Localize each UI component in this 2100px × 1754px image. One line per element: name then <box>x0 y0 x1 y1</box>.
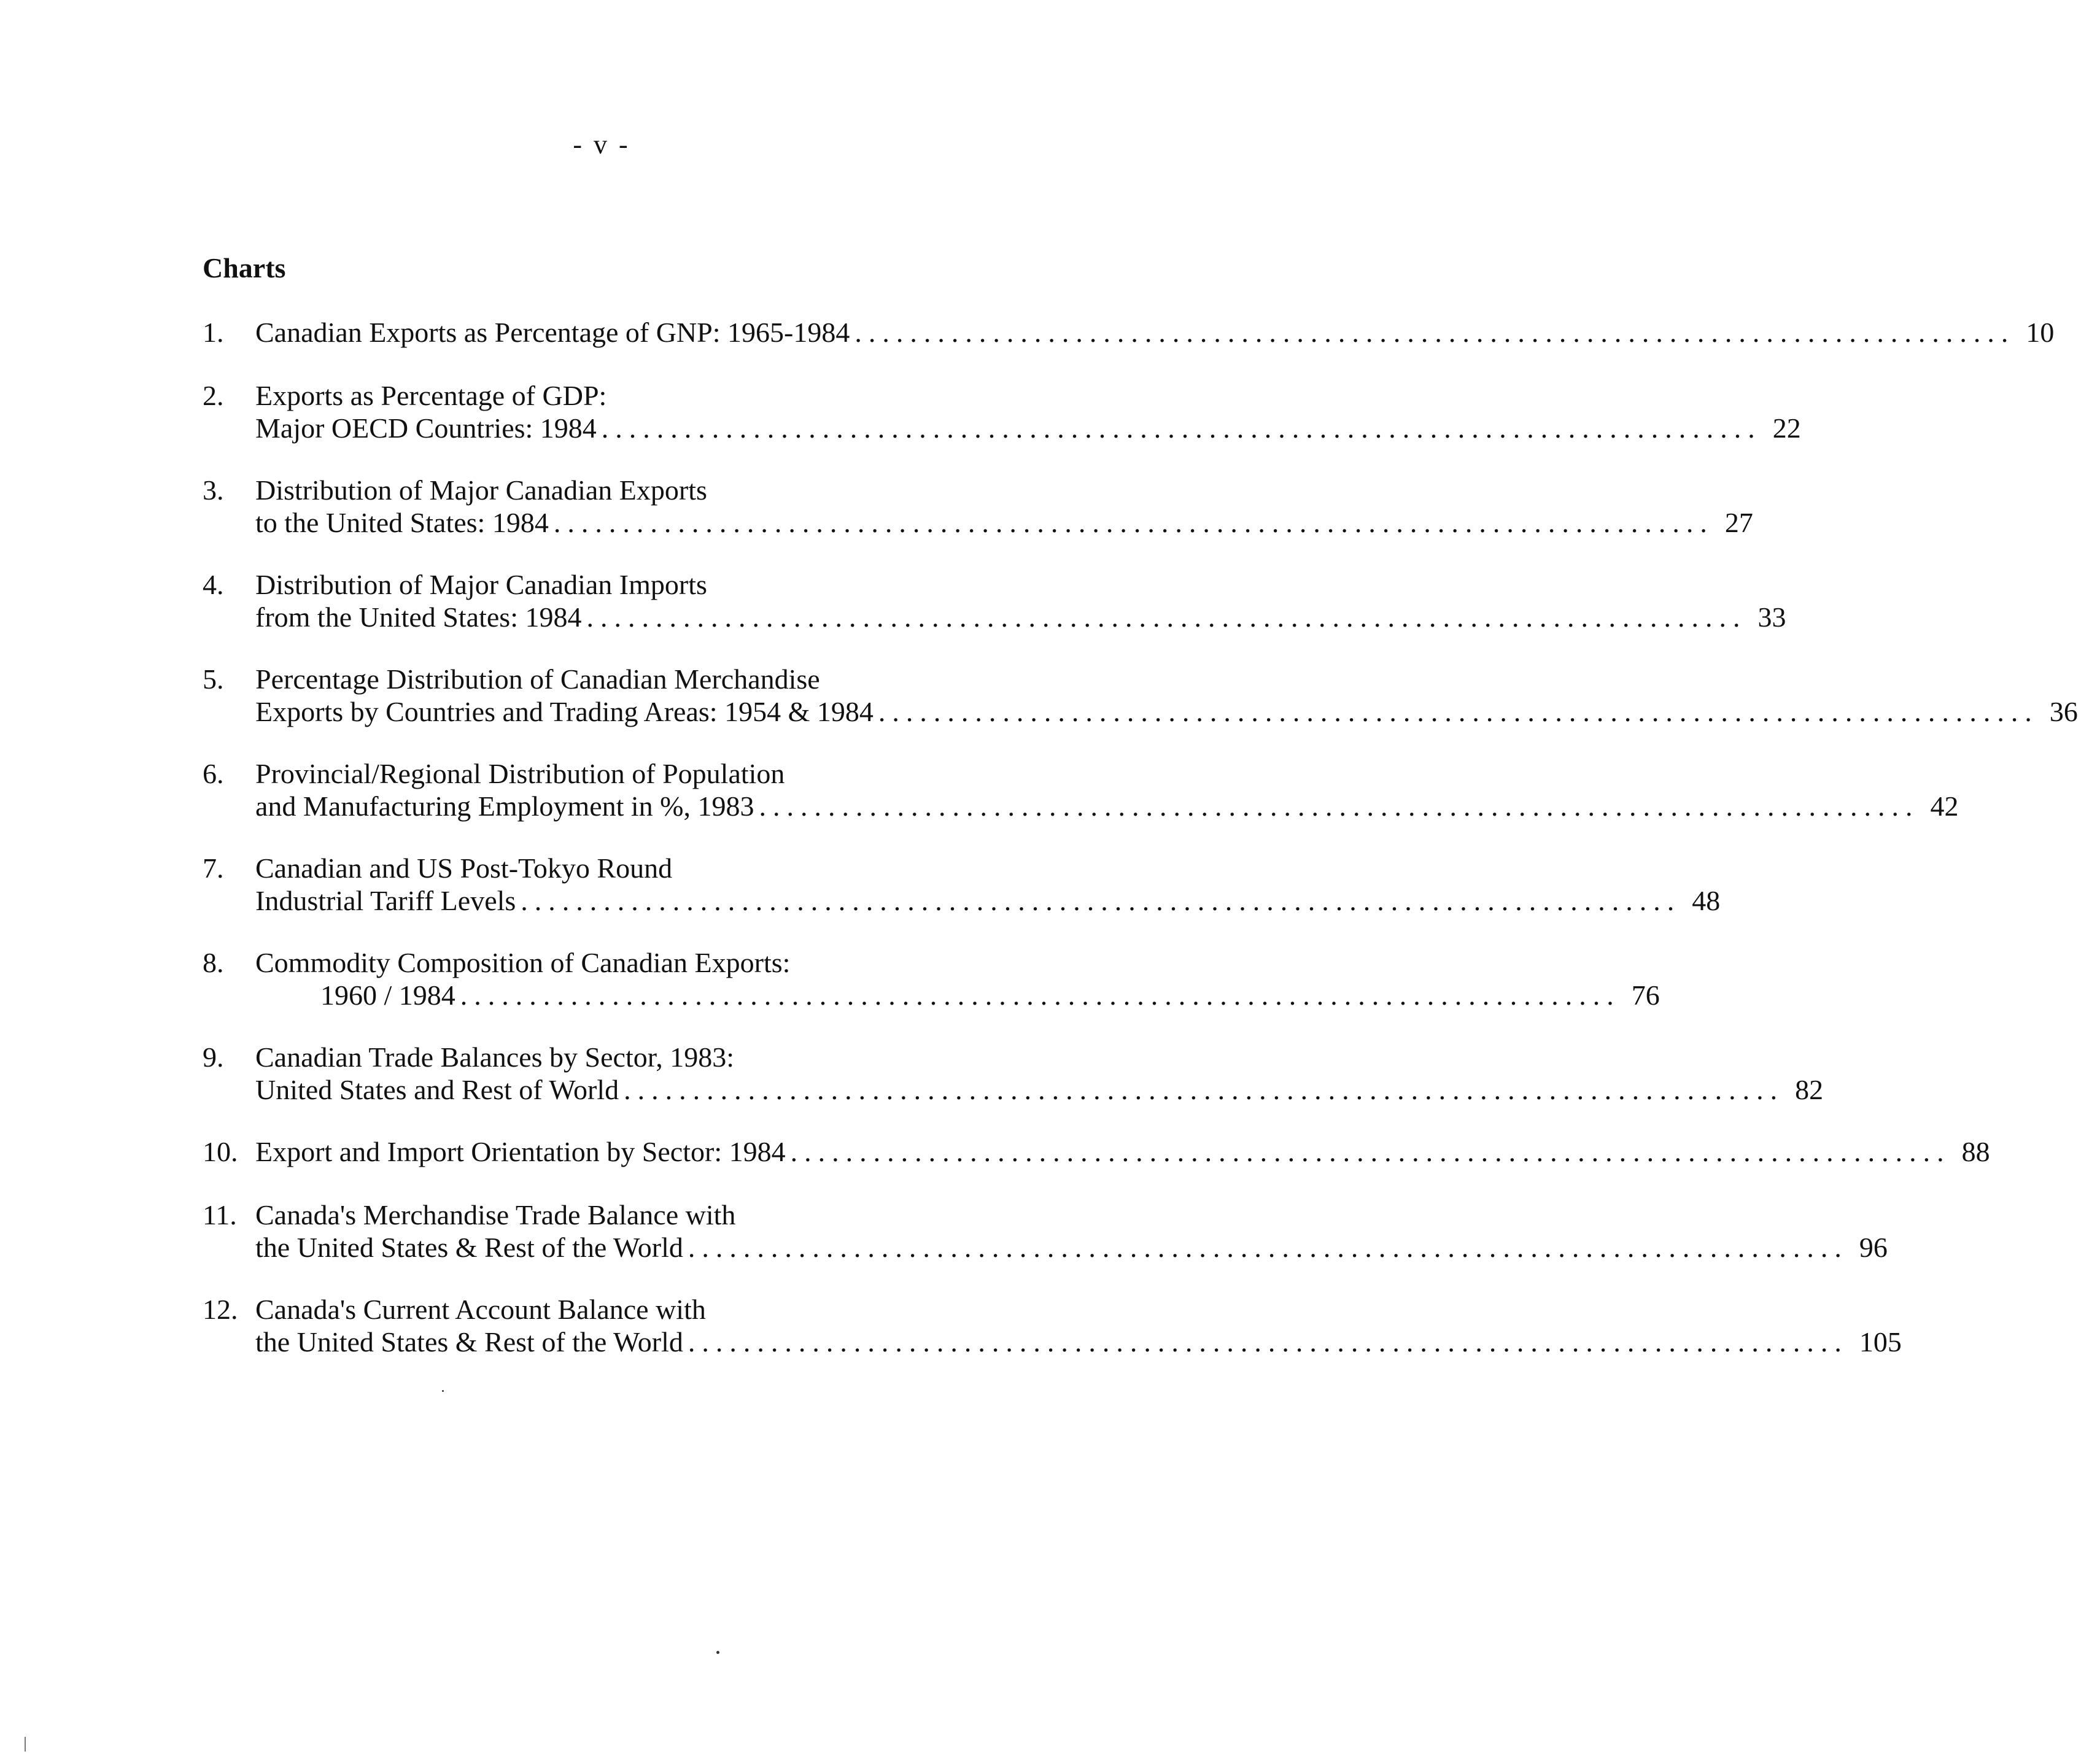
entry-body <box>255 379 1801 444</box>
toc-entry <box>203 663 2078 728</box>
entry-number: 12. <box>203 1294 238 1325</box>
entry-title-continued: and Manufacturing Employment in %, 1983 <box>255 790 754 822</box>
entry-title-line <box>255 316 2055 349</box>
toc-entry <box>203 1199 1888 1264</box>
entry-body <box>255 1293 1902 1358</box>
entry-title: Canadian Exports as Percentage of GNP: 1965-1984 <box>255 317 850 348</box>
entry-body <box>255 568 1786 633</box>
entry-title-line <box>255 506 1753 539</box>
toc-entry <box>203 852 1721 917</box>
entry-page: 105 <box>1859 1326 1902 1358</box>
entry-page: 36 <box>2049 696 2078 727</box>
toc-entry <box>203 757 1959 822</box>
entry-title-continued: from the United States: 1984 <box>255 601 582 633</box>
entry-number: 10. <box>203 1136 238 1167</box>
entry-title-continued: Industrial Tariff Levels <box>255 885 516 916</box>
entry-title-line <box>255 1135 1990 1168</box>
entry-title-continued: the United States & Rest of the World <box>255 1232 683 1263</box>
entry-page: 10 <box>2026 317 2055 348</box>
entry-title-line <box>255 1231 1888 1264</box>
entry-number: 2. <box>203 380 224 411</box>
entry-page: 42 <box>1930 790 1959 822</box>
section-heading: Charts <box>203 252 286 284</box>
entry-body <box>255 757 1959 822</box>
toc-entry <box>203 1041 1824 1106</box>
entry-page: 48 <box>1692 885 1721 916</box>
entry-page: 88 <box>1961 1136 1990 1167</box>
dot-leader: .................................................................................... <box>878 696 2039 727</box>
entry-number: 6. <box>203 758 224 789</box>
dot-leader: .................................................................................... <box>790 1136 1951 1167</box>
dot-leader: .................................................................................... <box>688 1232 1848 1263</box>
entry-title-continued: United States and Rest of World <box>255 1074 619 1105</box>
entry-title-line <box>255 884 1721 917</box>
scan-speck <box>716 1651 719 1654</box>
entry-title-continued: 1960 / 1984 <box>320 979 455 1011</box>
entry-title: Commodity Composition of Canadian Exports: <box>255 947 791 978</box>
entry-title-line <box>255 1326 1902 1358</box>
entry-title: Canada's Merchandise Trade Balance with <box>255 1199 736 1231</box>
toc-entry <box>203 474 1753 539</box>
entry-page: 33 <box>1757 601 1786 633</box>
entry-title-continued: Exports by Countries and Trading Areas: 1954 & 1984 <box>255 696 874 727</box>
entry-page: 22 <box>1772 412 1801 444</box>
entry-page: 76 <box>1631 979 1660 1011</box>
toc-entry <box>203 946 1660 1011</box>
entry-title: Distribution of Major Canadian Exports <box>255 474 707 506</box>
entry-body <box>255 1135 1990 1168</box>
dot-leader: .................................................................................... <box>854 317 2015 348</box>
entry-title: Export and Import Orientation by Sector: 1984 <box>255 1136 786 1167</box>
entry-title-line <box>255 1073 1824 1106</box>
entry-number: 9. <box>203 1041 224 1073</box>
dot-leader: .................................................................................... <box>759 790 1920 822</box>
entry-body <box>255 663 2078 728</box>
entry-page: 96 <box>1859 1232 1888 1263</box>
entry-body <box>255 474 1753 539</box>
entry-number: 5. <box>203 663 224 695</box>
dot-leader: .................................................................................... <box>521 885 1681 916</box>
dot-leader: .................................................................................... <box>624 1074 1784 1105</box>
dot-leader: .................................................................................... <box>460 979 1621 1011</box>
dot-leader: .................................................................................... <box>601 412 1762 444</box>
toc-entry <box>203 316 2055 349</box>
dot-leader: .................................................................................... <box>553 507 1714 538</box>
entry-number: 7. <box>203 852 224 884</box>
entry-number: 11. <box>203 1199 237 1231</box>
toc-entry <box>203 1135 1990 1168</box>
entry-body <box>255 946 1660 1011</box>
entry-title-continued: to the United States: 1984 <box>255 507 549 538</box>
entry-title: Percentage Distribution of Canadian Merchandise <box>255 663 820 695</box>
toc-entry <box>203 568 1786 633</box>
toc-entry <box>203 1293 1902 1358</box>
entry-title: Canadian Trade Balances by Sector, 1983: <box>255 1041 735 1073</box>
entry-page: 82 <box>1795 1074 1824 1105</box>
dot-leader: .................................................................................... <box>688 1326 1848 1358</box>
scan-speck <box>442 1390 444 1392</box>
entry-title-continued: the United States & Rest of the World <box>255 1326 683 1358</box>
entry-title: Canadian and US Post-Tokyo Round <box>255 852 673 884</box>
entry-body <box>255 1199 1888 1264</box>
page-number: - v - <box>573 129 630 160</box>
entry-title-line <box>255 790 1959 822</box>
entry-title-line <box>255 695 2078 728</box>
entry-title: Exports as Percentage of GDP: <box>255 380 607 411</box>
toc-entry <box>203 379 1801 444</box>
scan-edge-mark <box>25 1737 26 1752</box>
entry-title-line <box>255 979 1660 1011</box>
entry-title-line <box>255 412 1801 444</box>
entry-body <box>255 316 2055 349</box>
entry-number: 4. <box>203 569 224 600</box>
entry-body <box>255 852 1721 917</box>
entry-number: 1. <box>203 317 224 348</box>
entry-title-continued: Major OECD Countries: 1984 <box>255 412 597 444</box>
entry-title: Canada's Current Account Balance with <box>255 1294 706 1325</box>
charts-list <box>203 316 2078 1388</box>
entry-number: 3. <box>203 474 224 506</box>
entry-number: 8. <box>203 947 224 978</box>
entry-body <box>255 1041 1824 1106</box>
entry-title: Distribution of Major Canadian Imports <box>255 569 707 600</box>
entry-title: Provincial/Regional Distribution of Population <box>255 758 785 789</box>
entry-title-line <box>255 601 1786 633</box>
dot-leader: .................................................................................... <box>586 601 1747 633</box>
entry-page: 27 <box>1724 507 1753 538</box>
